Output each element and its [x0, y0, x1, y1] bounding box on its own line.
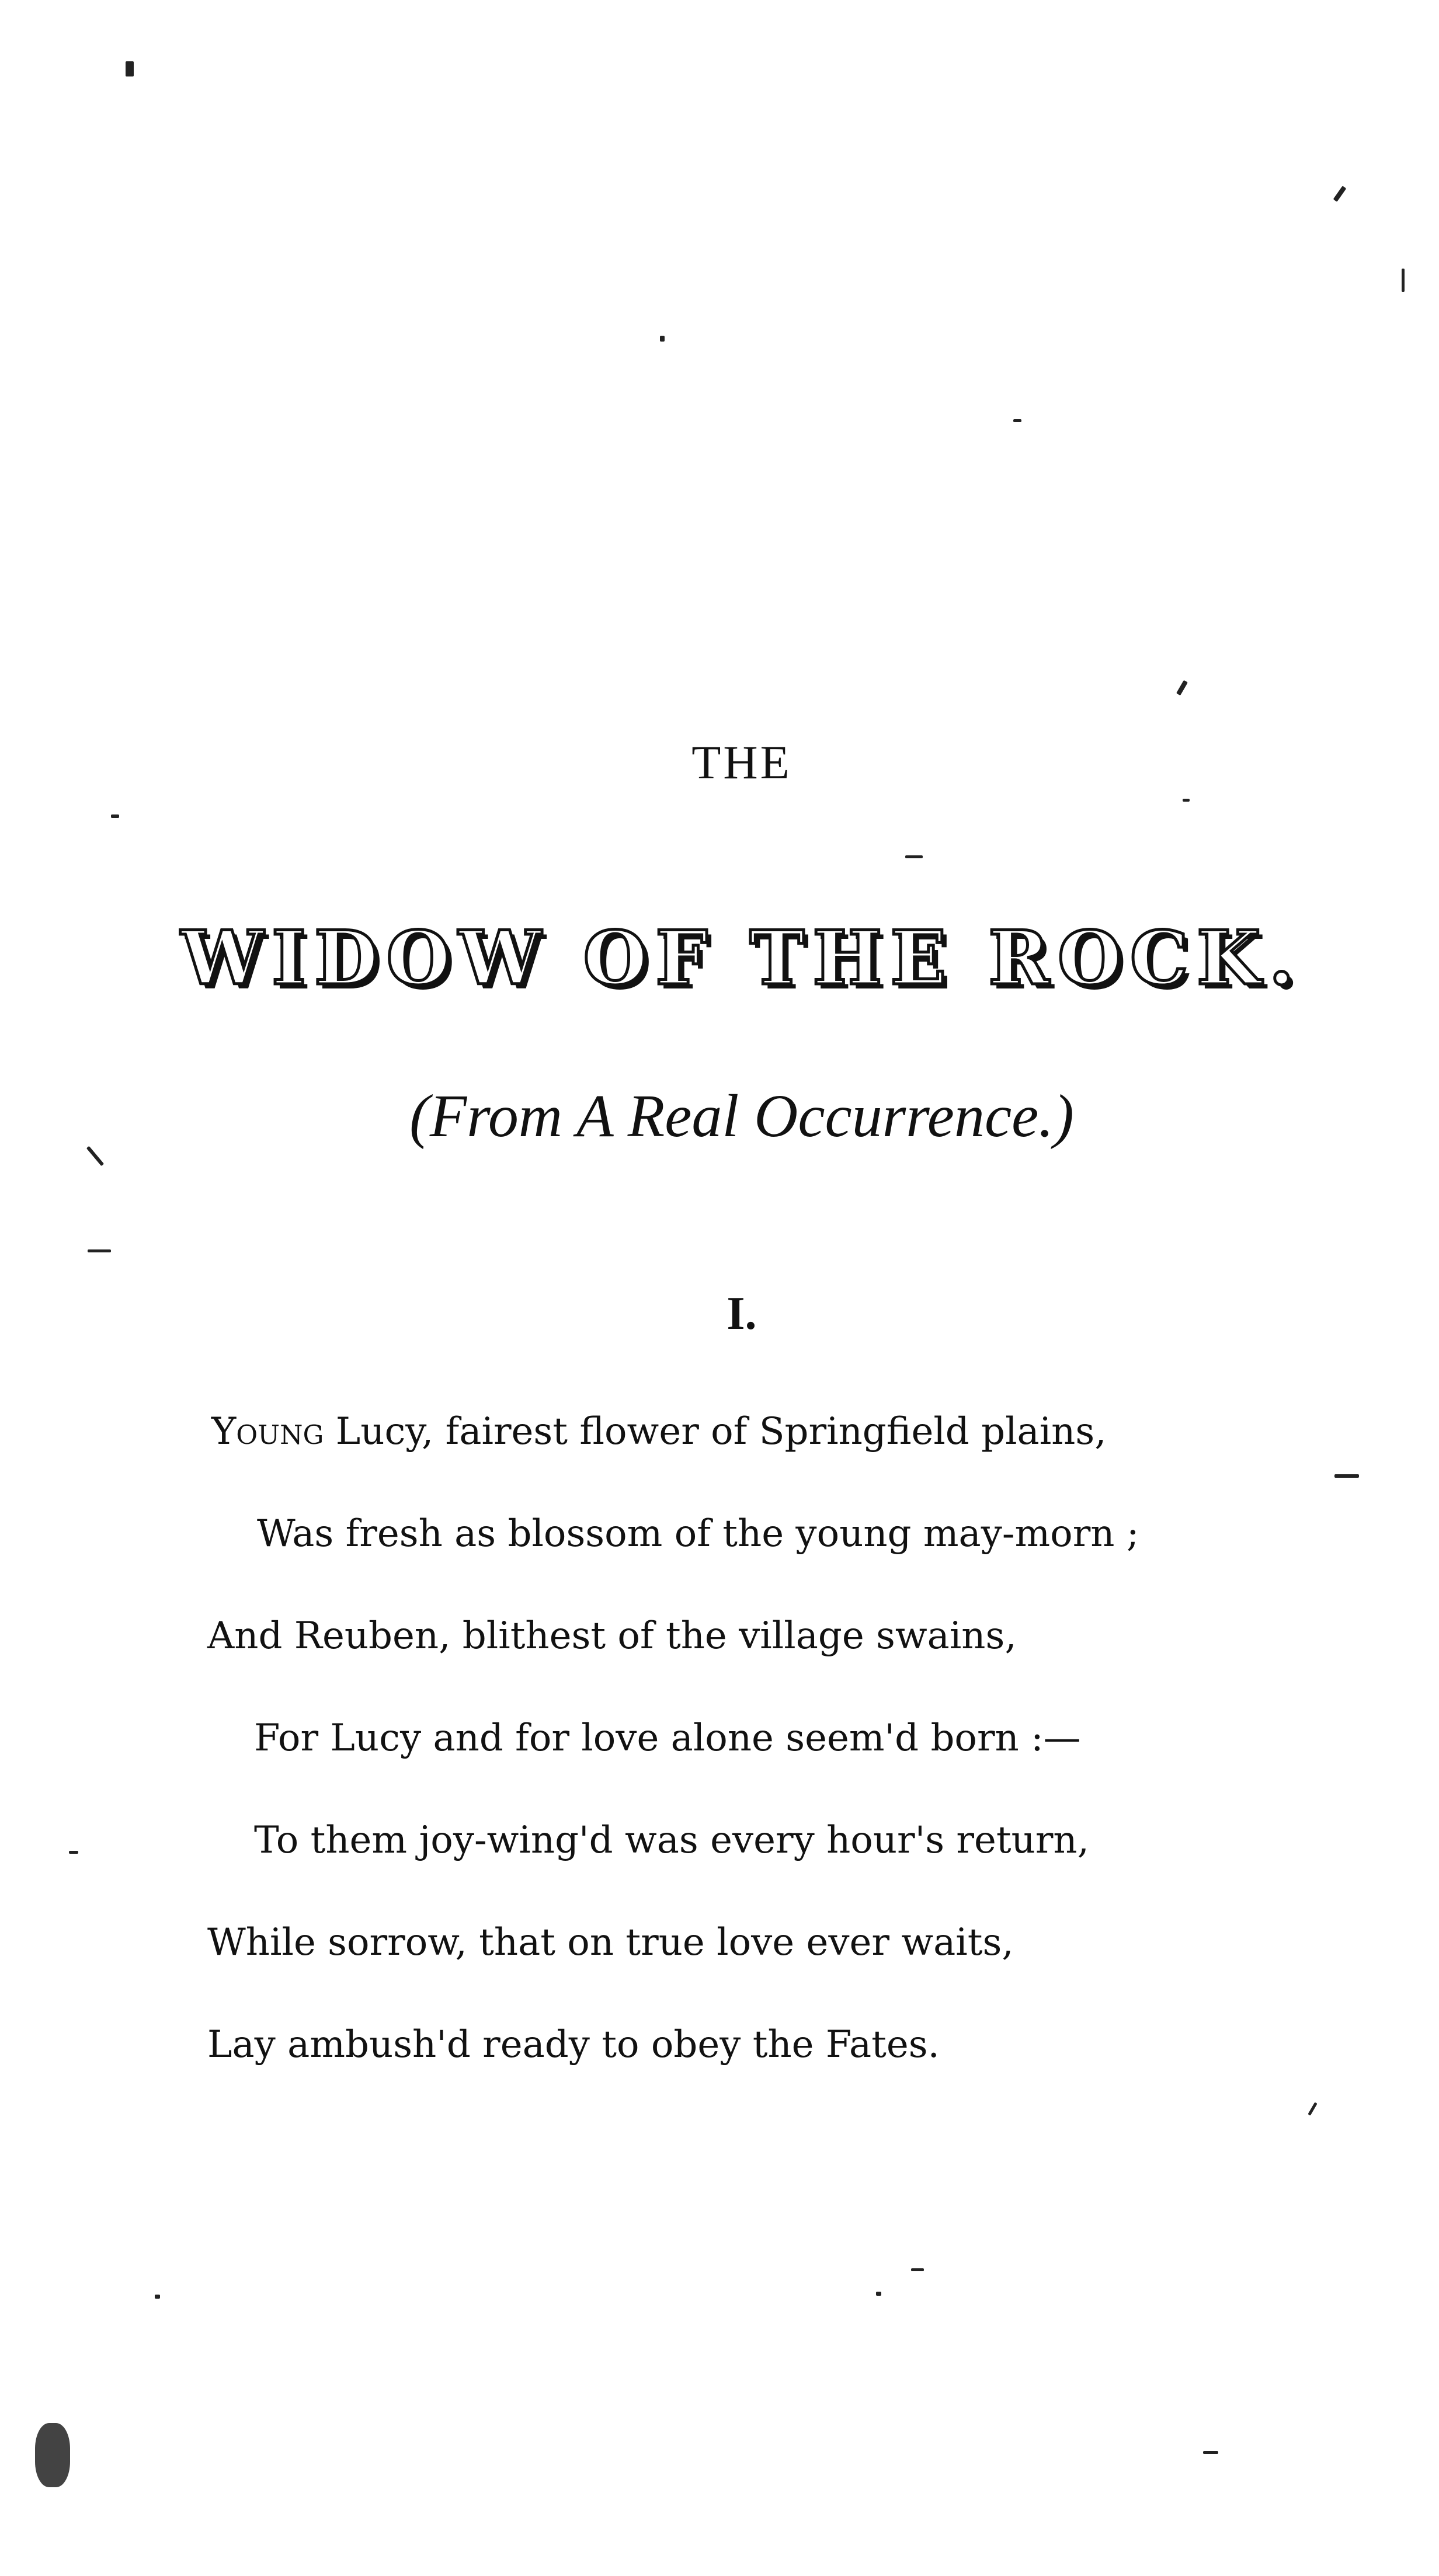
scan-speck: [155, 2295, 160, 2299]
scan-speck: [911, 2268, 924, 2271]
verse-line-6: While sorrow, that on true love ever waits,: [207, 1921, 1014, 1964]
poem-title: WIDOW OF THE ROCK.: [180, 915, 1303, 1001]
scan-speck: [876, 2292, 881, 2296]
scan-speck: [1183, 799, 1190, 802]
scan-speck: [1176, 680, 1188, 696]
verse-line-7: Lay ambush'd ready to obey the Fates.: [207, 2023, 940, 2066]
scan-speck: [1333, 186, 1347, 202]
verse-line-1: [211, 1410, 1107, 1453]
scan-speck: [69, 1851, 78, 1854]
scan-speck: [1402, 269, 1405, 292]
verse-line-4: For Lucy and for love alone seem'd born :—: [254, 1717, 1081, 1760]
verse-line-3: And Reuben, blithest of the village swains,: [207, 1614, 1017, 1658]
first-word: Young: [211, 1410, 324, 1453]
scan-speck: [660, 336, 665, 342]
scan-speck: [1334, 1474, 1359, 1478]
scan-speck: [111, 814, 119, 818]
verse-line-1-text: Lucy, fairest flower of Springfield plains,: [324, 1410, 1107, 1453]
scan-speck: [1203, 2451, 1218, 2454]
scan-speck: [86, 1146, 104, 1166]
verse-line-5: To them joy-wing'd was every hour's return,: [254, 1819, 1089, 1862]
scan-speck: [1308, 2102, 1317, 2115]
scan-speck: [88, 1249, 111, 1252]
scan-speck: [1013, 419, 1021, 422]
pre-title: THE: [691, 736, 792, 789]
verse-line-2: Was fresh as blossom of the young may-morn ;: [257, 1512, 1139, 1555]
scan-speck: [905, 855, 923, 858]
scan-speck: [35, 2423, 70, 2487]
poem-subtitle: (From A Real Occurrence.): [409, 1082, 1074, 1150]
scan-speck: [126, 61, 134, 76]
stanza-number: I.: [727, 1288, 757, 1339]
